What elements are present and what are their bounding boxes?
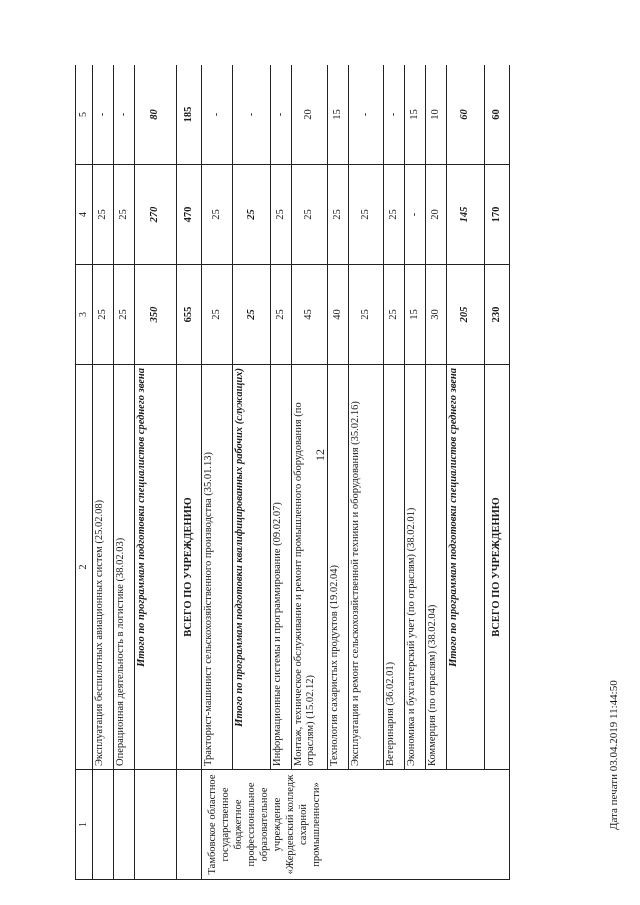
subtotal-label: Итого по программам подготовки специалистов среднего звена xyxy=(447,365,485,770)
org-cell-empty xyxy=(113,770,134,880)
subtotal-label: Итого по программам подготовки квалифицированных рабочих (служащих) xyxy=(233,365,271,770)
plan-budget: 25 xyxy=(384,165,405,265)
total-label: ВСЕГО ПО УЧРЕЖДЕНИЮ xyxy=(176,365,201,770)
program-name: Эксплуатация и ремонт сельскохозяйственной техники и оборудования (35.02.16) xyxy=(348,365,384,770)
plan-total: 40 xyxy=(327,265,348,365)
plan-total: 45 xyxy=(292,265,328,365)
plan-budget: 25 xyxy=(93,165,114,265)
print-date xyxy=(607,680,623,830)
program-name: Информационные системы и программирование (09.02.07) xyxy=(271,365,292,770)
plan-paid: 20 xyxy=(292,65,328,165)
plan-paid: - xyxy=(348,65,384,165)
subtotal-paid: 80 xyxy=(134,65,176,165)
admission-table xyxy=(75,65,510,880)
table-row xyxy=(93,65,114,880)
subtotal-budget: 145 xyxy=(447,165,485,265)
total-total: 230 xyxy=(484,265,509,365)
plan-budget: 25 xyxy=(327,165,348,265)
plan-budget: 25 xyxy=(113,165,134,265)
program-name: Коммерция (по отраслям) (38.02.04) xyxy=(426,365,447,770)
org-name: Тамбовское областное государственное бюджетное профессиональное образовательное учреждение «Жердевский колледж сахарной промышленности» xyxy=(201,770,509,880)
subtotal-total: 205 xyxy=(447,265,485,365)
rotated-table-container xyxy=(75,65,510,880)
table-frame xyxy=(75,65,510,880)
plan-total: 25 xyxy=(348,265,384,365)
program-name: Операционная деятельность в логистике (38.02.03) xyxy=(113,365,134,770)
subtotal-row xyxy=(447,65,485,880)
org-cell-empty xyxy=(176,770,201,880)
total-budget: 470 xyxy=(176,165,201,265)
subtotal-row xyxy=(233,65,271,880)
col-header-2: 2 xyxy=(76,365,93,770)
print-date-text: Дата печати 03.04.2019 11:44:50 xyxy=(608,680,620,830)
page-number: 12 xyxy=(313,449,327,461)
plan-paid: 15 xyxy=(405,65,426,165)
plan-total: 25 xyxy=(201,265,232,365)
table-row xyxy=(271,65,292,880)
total-budget: 170 xyxy=(484,165,509,265)
col-header-3: 3 xyxy=(76,265,93,365)
plan-paid: - xyxy=(201,65,232,165)
org-cell-empty xyxy=(93,770,114,880)
total-total: 655 xyxy=(176,265,201,365)
plan-total: 25 xyxy=(113,265,134,365)
plan-budget: 25 xyxy=(271,165,292,265)
total-row xyxy=(484,65,509,880)
plan-total: 25 xyxy=(271,265,292,365)
plan-paid: - xyxy=(113,65,134,165)
plan-budget: - xyxy=(405,165,426,265)
total-paid: 60 xyxy=(484,65,509,165)
total-paid: 185 xyxy=(176,65,201,165)
header-row xyxy=(76,65,93,880)
table-row xyxy=(201,65,232,880)
plan-paid: - xyxy=(384,65,405,165)
total-label: ВСЕГО ПО УЧРЕЖДЕНИЮ xyxy=(484,365,509,770)
plan-paid: - xyxy=(93,65,114,165)
plan-budget: 25 xyxy=(348,165,384,265)
col-header-5: 5 xyxy=(76,65,93,165)
program-name: Экономика и бухгалтерский учет (по отраслям) (38.02.01) xyxy=(405,365,426,770)
plan-total: 30 xyxy=(426,265,447,365)
subtotal-budget: 25 xyxy=(233,165,271,265)
program-name: Монтаж, техническое обслуживание и ремонт промышленного оборудования (по отраслям) (15.02.12) xyxy=(292,365,328,770)
subtotal-paid: 60 xyxy=(447,65,485,165)
subtotal-paid: - xyxy=(233,65,271,165)
program-name: Технология сахаристых продуктов (19.02.04) xyxy=(327,365,348,770)
subtotal-total: 350 xyxy=(134,265,176,365)
subtotal-budget: 270 xyxy=(134,165,176,265)
program-name: Тракторист-машинист сельскохозяйственного производства (35.01.13) xyxy=(201,365,232,770)
subtotal-row xyxy=(134,65,176,880)
table-row xyxy=(384,65,405,880)
table-row xyxy=(426,65,447,880)
subtotal-total: 25 xyxy=(233,265,271,365)
total-row xyxy=(176,65,201,880)
plan-budget: 25 xyxy=(201,165,232,265)
table-row xyxy=(327,65,348,880)
subtotal-label: Итого по программам подготовки специалистов среднего звена xyxy=(134,365,176,770)
col-header-4: 4 xyxy=(76,165,93,265)
table-row xyxy=(405,65,426,880)
plan-total: 15 xyxy=(405,265,426,365)
plan-paid: - xyxy=(271,65,292,165)
org-cell-empty xyxy=(134,770,176,880)
program-name: Ветеринария (36.02.01) xyxy=(384,365,405,770)
table-row xyxy=(113,65,134,880)
col-header-1: 1 xyxy=(76,770,93,880)
plan-paid: 15 xyxy=(327,65,348,165)
plan-budget: 20 xyxy=(426,165,447,265)
table-row xyxy=(348,65,384,880)
plan-paid: 10 xyxy=(426,65,447,165)
plan-budget: 25 xyxy=(292,165,328,265)
program-name: Эксплуатация беспилотных авиационных систем (25.02.08) xyxy=(93,365,114,770)
table-row xyxy=(292,65,328,880)
plan-total: 25 xyxy=(93,265,114,365)
plan-total: 25 xyxy=(384,265,405,365)
